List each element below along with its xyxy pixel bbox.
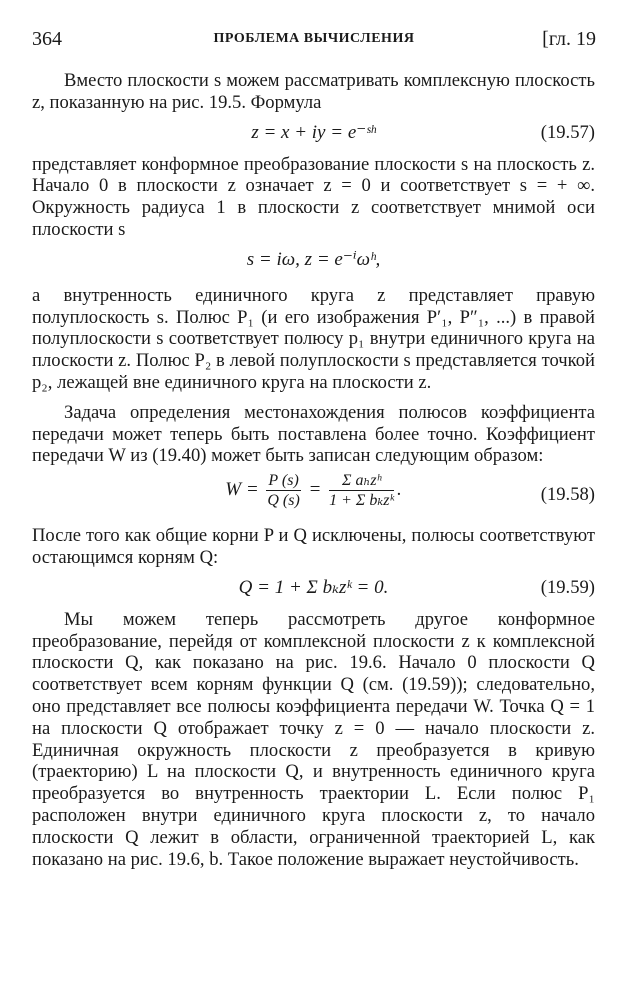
equation-formula: s = iω, z = e⁻ⁱωʰ,	[246, 248, 381, 270]
equation-formula: Q = 1 + Σ bₖzᵏ = 0.	[238, 576, 389, 598]
running-title: ПРОБЛЕМА ВЫЧИСЛЕНИЯ	[213, 31, 415, 46]
paragraph-6: Мы можем теперь рассмотреть другое конформное преобразование, перейдя от комплексной плоскости z к комплексной плоскости Q, как показано на рис. 19.6. Начало 0 плоскости Q соответствует всем корням функции Q (см. (19.59)); следовательно, оно представляет все полюсы коэффициента передачи W. Точка Q = 1 на плоскости Q отображает точку z = 0 — начало плоскости z. Единичная окружность плоскости z преобразуется в кривую (траекторию) L на плоскости Q, и внутренность единичного круга преобразуется во внутренность траектории L. Если полюс P₁ расположен внутри единичного круга плоскости z, то начало плоскости Q лежит в области, ограниченной траекторией L, как показано на рис. 19.6, b. Такое положение выражает неустойчивость.	[32, 608, 595, 870]
equation-number: (19.59)	[540, 576, 595, 598]
paragraph-2: представляет конформное преобразование плоскости s на плоскость z. Начало 0 в плоскости z означает z = 0 и соответствует s = + ∞. Окружность радиуса 1 в плоскости z соответствует мнимой оси плоскости s	[32, 153, 595, 240]
chapter-label: [гл. 19	[542, 28, 596, 50]
paragraph-5: После того как общие корни P и Q исключены, полюсы соответствуют остающимся корням Q:	[32, 525, 595, 568]
fraction-denominator: Q (s)	[267, 492, 300, 510]
page-body	[32, 70, 595, 870]
equation-19-58	[32, 467, 595, 525]
page-header	[32, 28, 596, 56]
equation-number: (19.58)	[540, 484, 595, 506]
fraction-denominator: 1 + Σ bₖzᵏ	[329, 492, 394, 510]
equation-unnumbered	[32, 241, 595, 285]
equation-19-59	[32, 569, 595, 609]
equals-sign: =	[308, 479, 322, 501]
fraction-numerator: P (s)	[268, 472, 299, 490]
equation-formula: z = x + iy = e⁻ˢʰ	[251, 121, 376, 143]
equation-tail: .	[396, 479, 402, 501]
paragraph-4: Задача определения местонахождения полюсов коэффициента передачи может теперь быть поставлена более точно. Коэффициент передачи W из (19.40) может быть записан следующим образом:	[32, 401, 595, 467]
equation-formula	[32, 471, 595, 510]
equation-19-57	[32, 114, 595, 154]
equation-number: (19.57)	[540, 121, 595, 143]
paragraph-3: а внутренность единичного круга z представляет правую полуплоскость s. Полюс P₁ (и его изображения P′₁, P″₁, ...) в правой полуплоскости s соответствует полюсу p₁ внутри единичного круга на плоскости z. Полюс P₂ в левой полуплоскости s представляется точкой p₂, лежащей вне единичного круга на плоскости z.	[32, 284, 595, 393]
page-number: 364	[32, 28, 62, 50]
fraction-series	[329, 471, 394, 510]
fraction-p-over-q	[266, 471, 300, 510]
paragraph-1: Вместо плоскости s можем рассматривать комплексную плоскость z, показанную на рис. 19.5. Формула	[32, 70, 595, 113]
fraction-numerator: Σ aₕzʰ	[329, 471, 394, 491]
equation-lhs: W =	[225, 479, 259, 501]
